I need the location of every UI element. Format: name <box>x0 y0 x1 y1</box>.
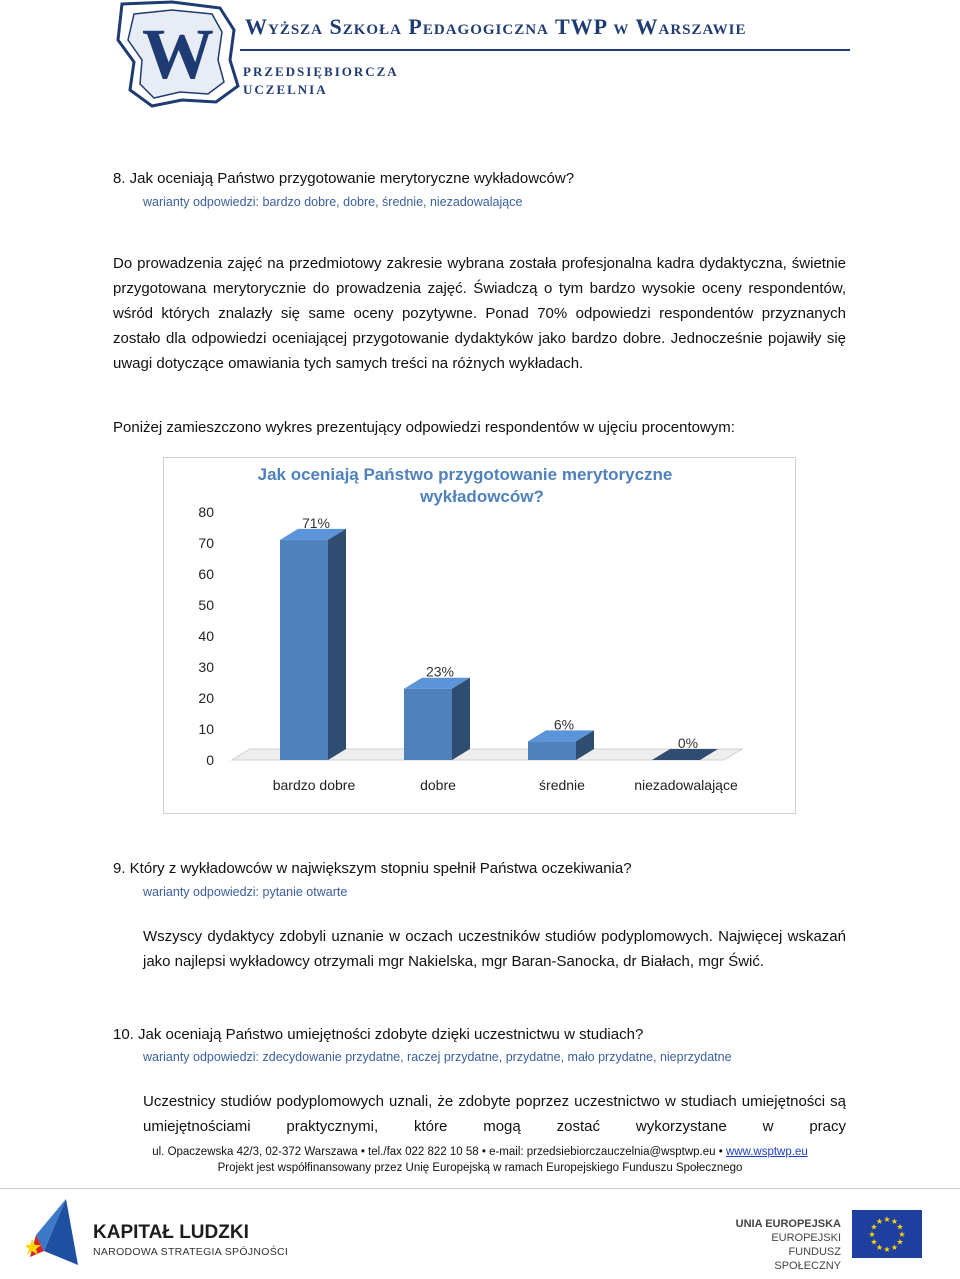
x-category-label: średnie <box>539 777 585 793</box>
eu-star-icon: ★ <box>883 1245 891 1254</box>
eu-star-icon: ★ <box>890 1242 899 1252</box>
data-label: 0% <box>677 735 699 751</box>
eu-star-icon: ★ <box>875 1217 884 1227</box>
school-logo <box>112 0 242 108</box>
x-category-label: bardzo dobre <box>272 777 356 793</box>
bar-front <box>404 689 452 760</box>
eu-star-icon: ★ <box>875 1242 884 1252</box>
header-sub-line1: PRZEDSIĘBIORCZA <box>243 64 399 79</box>
eu-star-icon: ★ <box>883 1215 891 1224</box>
bar-front <box>280 540 328 760</box>
y-tick-label: 10 <box>198 721 214 737</box>
data-label: 71% <box>301 514 331 531</box>
data-label: 6% <box>553 716 575 733</box>
bar-side <box>328 529 346 760</box>
question-8-answer: Do prowadzenia zajęć na przedmiotowy zakresie wybrana została profesjonalna kadra dydaktyczna, świetnie przygotowana merytorycznie do prowadzenia zajęć. Świadczą o tym bardzo wysokie oceny respondentów, wśród których znalazły się same oceny pozytywne. Ponad 70% odpowiedzi respondentów przyznanych zostało dla odpowiedzi oceniającej przygotowanie dydaktyków jako bardzo dobre. Jednocześnie pojawiły się uwagi dotyczące omawiania tych samych treści na różnych wykładach. <box>113 255 846 372</box>
question-10-options: warianty odpowiedzi: zdecydowanie przydatne, raczej przydatne, przydatne, mało przydatne, nieprzydatne <box>143 1050 732 1064</box>
kapital-ludzki-subtitle: NARODOWA STRATEGIA SPÓJNOŚCI <box>93 1246 289 1258</box>
chart-intro: Poniżej zamieszczono wykres prezentujący odpowiedzi respondentów w ujęciu procentowym: <box>113 419 735 436</box>
footer-address: ul. Opaczewska 42/3, 02-372 Warszawa • tel./fax 022 822 10 58 • e-mail: przedsiebiorczauczelnia@wsptwp.eu • <box>152 1146 726 1158</box>
eu-flag-icon <box>852 1210 922 1258</box>
y-tick-label: 70 <box>198 535 214 551</box>
footer-project: Projekt jest współfinansowany przez Unię Europejską w ramach Europejskiego Funduszu Społecznego <box>217 1162 743 1174</box>
y-tick-label: 80 <box>198 504 214 520</box>
eu-line3: FUNDUSZ SPOŁECZNY <box>774 1246 841 1272</box>
chart-frame <box>163 457 796 814</box>
eu-star-icon: ★ <box>870 1222 878 1232</box>
y-tick-label: 0 <box>206 752 214 768</box>
question-8-title: 8. Jak oceniają Państwo przygotowanie merytoryczne wykładowców? <box>113 170 575 187</box>
eu-text-block <box>725 1217 841 1273</box>
header-sub-line2: UCZELNIA <box>243 82 328 97</box>
eu-star-icon: ★ <box>896 1222 904 1232</box>
kapital-ludzki-title: KAPITAŁ LUDZKI <box>93 1222 249 1243</box>
school-logo-letter: W <box>142 14 214 94</box>
eu-star-icon: ★ <box>870 1237 878 1247</box>
footer-address-line <box>0 1146 960 1158</box>
footer-website-link[interactable]: www.wsptwp.eu <box>725 1146 808 1158</box>
chart-title-line2: wykładowców? <box>420 487 544 506</box>
eu-line2: EUROPEJSKI <box>771 1232 841 1244</box>
eu-star-icon: ★ <box>868 1230 876 1239</box>
bar-chart <box>164 458 795 813</box>
eu-star-icon: ★ <box>898 1230 906 1239</box>
eu-star-icon: ★ <box>896 1237 904 1247</box>
x-category-label: niezadowalające <box>634 777 738 793</box>
question-9-title: 9. Który z wykładowców w największym stopniu spełnił Państwa oczekiwania? <box>113 860 632 877</box>
x-category-label: dobre <box>420 777 456 793</box>
question-10-answer: Uczestnicy studiów podyplomowych uznali, że zdobyte poprzez uczestnictwo w studiach umiejętności są umiejętnościami praktycznymi, które mogą zostać wykorzystane w pracy <box>143 1093 846 1135</box>
question-10-title: 10. Jak oceniają Państwo umiejętności zdobyte dzięki uczestnictwu w studiach? <box>113 1026 644 1043</box>
footer-separator <box>0 1188 960 1189</box>
data-label: 23% <box>425 663 455 680</box>
y-tick-label: 50 <box>198 597 214 613</box>
y-tick-label: 20 <box>198 690 214 706</box>
y-tick-label: 30 <box>198 659 214 675</box>
question-8-options: warianty odpowiedzi: bardzo dobre, dobre, średnie, niezadowalające <box>143 195 523 209</box>
bar-front <box>528 741 576 760</box>
kapital-ludzki-logo-icon <box>26 1195 82 1273</box>
bar-side <box>452 678 470 760</box>
eu-line1: UNIA EUROPEJSKA <box>735 1218 841 1230</box>
y-tick-label: 60 <box>198 566 214 582</box>
question-9-options: warianty odpowiedzi: pytanie otwarte <box>143 885 348 899</box>
eu-star-icon: ★ <box>890 1217 899 1227</box>
question-9-answer: Wszyscy dydaktycy zdobyli uznanie w oczach uczestników studiów podyplomowych. Najwięcej wskazań jako najlepsi wykładowcy otrzymali mgr Nakielska, mgr Baran-Sanocka, dr Białach, mgr Świć. <box>143 928 846 970</box>
school-name: Wyższa Szkoła Pedagogiczna TWP w Warszawie <box>245 14 747 39</box>
header-rule <box>240 49 850 51</box>
chart-title-line1: Jak oceniają Państwo przygotowanie merytoryczne <box>257 465 673 484</box>
y-tick-label: 40 <box>198 628 214 644</box>
